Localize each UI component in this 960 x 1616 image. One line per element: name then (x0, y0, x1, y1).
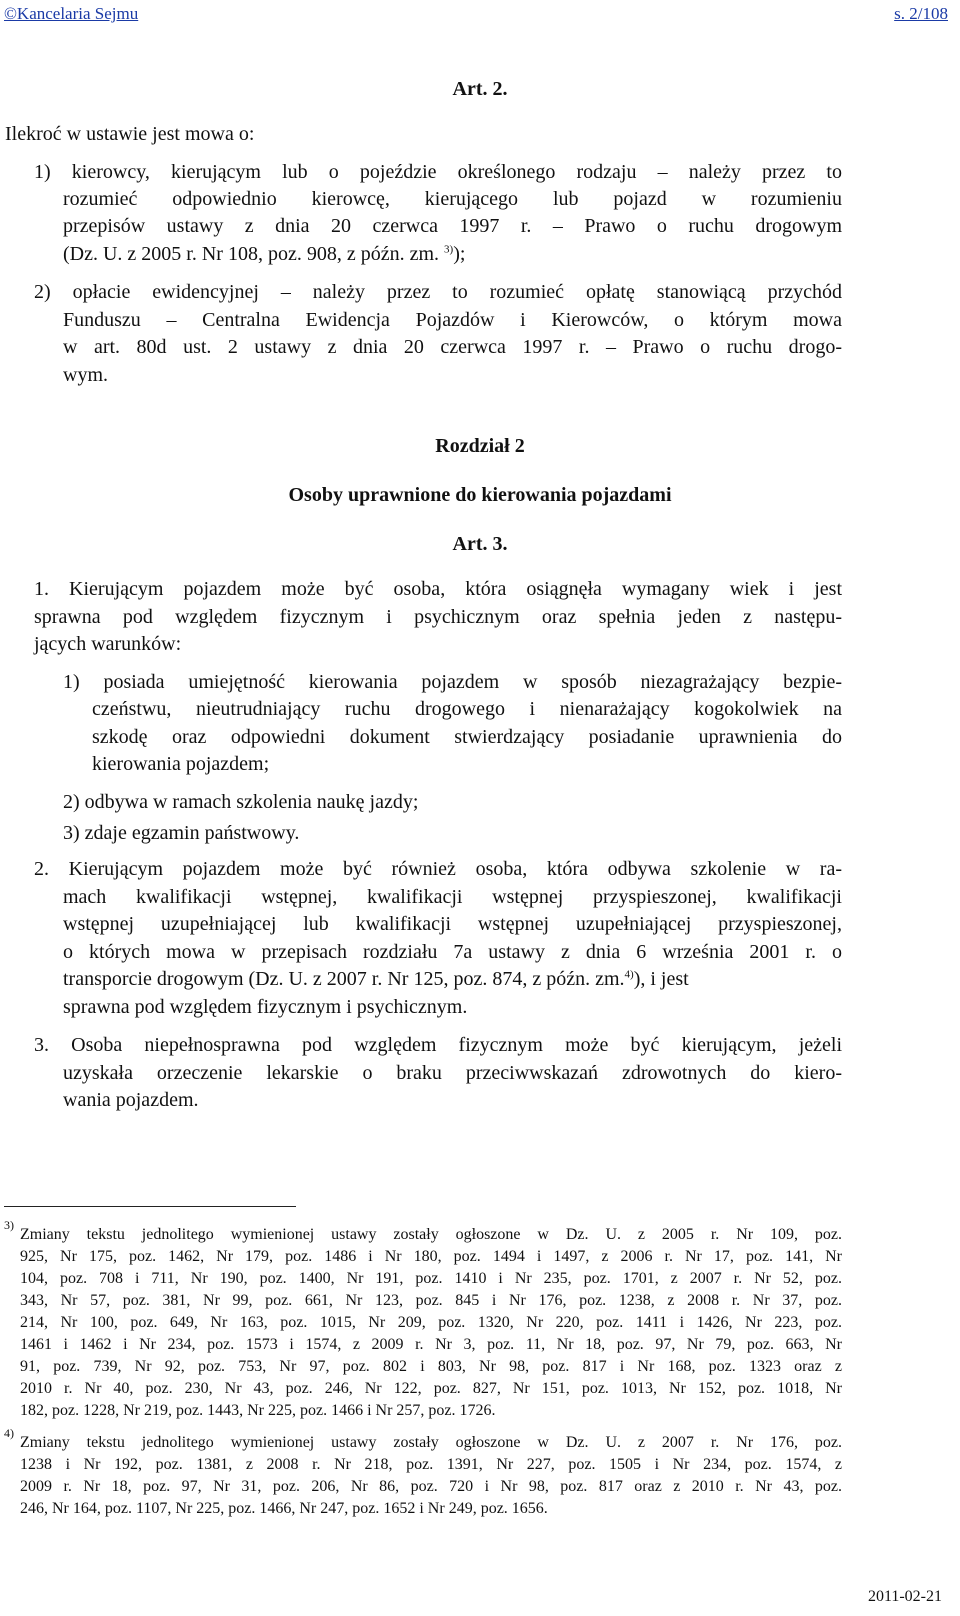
footnote-4-line-3: 2009 r. Nr 18, poz. 97, Nr 31, poz. 206, Nr 86, poz. 720 i Nr 98, poz. 817 oraz z 2010 r. Nr 43, poz. (20, 1478, 842, 1495)
footnote-3-line-1: Zmiany tekstu jednolitego wymienionej ustawy zostały ogłoszone w Dz. U. z 2005 r. Nr 109, poz. (20, 1226, 842, 1243)
art3-ust3-line-2: uzyskała orzeczenie lekarskie o braku przeciwwskazań zdrowotnych do kiero- (63, 1062, 842, 1084)
art3-pkt2: 2) odbywa w ramach szkolenia naukę jazdy; (63, 791, 419, 813)
copyright-link[interactable]: ©Kancelaria Sejmu (4, 4, 139, 23)
page-number-link[interactable]: s. 2/108 (894, 4, 948, 23)
art2-p1-line-3: przepisów ustawy z dnia 20 czerwca 1997 r. – Prawo o ruchu drogowym (63, 215, 842, 237)
footnote-4-line-4: 246, Nr 164, poz. 1107, Nr 225, poz. 1466, Nr 247, poz. 1652 i Nr 249, poz. 1656. (20, 1500, 548, 1517)
art3-ust1-line-1: 1. Kierującym pojazdem może być osoba, która osiągnęła wymagany wiek i jest (34, 578, 842, 600)
chapter-number: Rozdział 2 (435, 435, 525, 457)
document-date: 2011-02-21 (867, 1588, 942, 1605)
footnote-3-line-8: 2010 r. Nr 40, poz. 230, Nr 43, poz. 246, Nr 122, poz. 827, Nr 151, poz. 1013, Nr 152, poz. 1018, Nr (20, 1380, 842, 1397)
art3-ust3-line-1: 3. Osoba niepełnosprawna pod względem fizycznym może być kierującym, jeżeli (34, 1034, 842, 1056)
article-2-title: Art. 2. (452, 78, 508, 100)
art3-ust2-line-4: o których mowa w przepisach rozdziału 7a ustawy z dnia 6 września 2001 r. o (63, 941, 842, 963)
page-header (4, 4, 948, 26)
art3-pkt1-line-4: kierowania pojazdem; (92, 753, 270, 775)
art2-p1-line-4: (Dz. U. z 2005 r. Nr 108, poz. 908, z późn. zm. $^{3)}$); (63, 243, 466, 265)
art2-p2-line-1: 2) opłacie ewidencyjnej – należy przez to rozumieć opłatę stanowiącą przychód (34, 281, 842, 303)
footnote-3-line-7: 91, poz. 739, Nr 92, poz. 753, Nr 97, poz. 802 i 803, Nr 98, poz. 817 i Nr 168, poz. 1323 oraz z (20, 1358, 842, 1375)
art3-ust2-line-5: transporcie drogowym (Dz. U. z 2007 r. Nr 125, poz. 874, z późn. zm.$^{4)}$), i jest (63, 968, 689, 990)
art3-pkt1-line-1: 1) posiada umiejętność kierowania pojazdem w sposób niezagrażający bezpie- (63, 671, 842, 693)
art2-p1-line-1: 1) kierowcy, kierującym lub o pojeździe określonego rodzaju – należy przez to (34, 161, 842, 183)
footnote-3-line-4: 343, Nr 57, poz. 381, Nr 99, poz. 661, Nr 123, poz. 845 i Nr 176, poz. 1238, z 2008 r. Nr 37, poz. (20, 1292, 842, 1309)
footnote-3-line-6: 1461 i 1462 i Nr 234, poz. 1573 i 1574, z 2009 r. Nr 3, poz. 11, Nr 18, poz. 97, Nr 79, poz. 663, Nr (20, 1336, 842, 1353)
art3-pkt3: 3) zdaje egzamin państwowy. (63, 822, 300, 844)
art3-ust2-line-3: wstępnej uzupełniającej lub kwalifikacji wstępnej uzupełniającej przyspieszonej, (63, 913, 842, 935)
art2-p2-line-4: wym. (63, 364, 108, 386)
art2-p2-line-3: w art. 80d ust. 2 ustawy z dnia 20 czerwca 1997 r. – Prawo o ruchu drogo- (63, 336, 842, 358)
art3-pkt1-line-3: szkodę oraz odpowiedni dokument stwierdzający posiadanie uprawnienia do (92, 726, 842, 748)
footnote-separator (4, 1206, 296, 1207)
footnote-3-line-3: 104, poz. 708 i 711, Nr 190, poz. 1400, Nr 191, poz. 1410 i Nr 235, poz. 1701, z 2007 r. Nr 52, poz. (20, 1270, 842, 1287)
art3-ust1-line-2: sprawna pod względem fizycznym i psychicznym oraz spełnia jeden z następu- (34, 606, 842, 628)
chapter-title: Osoby uprawnione do kierowania pojazdami (288, 484, 672, 506)
article-2-intro: Ilekroć w ustawie jest mowa o: (5, 123, 255, 145)
art2-p2-line-2: Funduszu – Centralna Ewidencja Pojazdów i Kierowców, o którym mowa (63, 309, 842, 331)
footnote-4-line-1: Zmiany tekstu jednolitego wymienionej ustawy zostały ogłoszone w Dz. U. z 2007 r. Nr 176, poz. (20, 1434, 842, 1451)
art3-ust2-line-2: mach kwalifikacji wstępnej, kwalifikacji wstępnej przyspieszonej, kwalifikacji (63, 886, 842, 908)
art3-ust2-line-6: sprawna pod względem fizycznym i psychicznym. (63, 996, 468, 1018)
footnote-ref-4[interactable]: 4) (624, 968, 634, 981)
footnote-3-line-5: 214, Nr 100, poz. 649, Nr 163, poz. 1015, Nr 209, poz. 1320, Nr 220, poz. 1411 i 1426, Nr 223, poz. (20, 1314, 842, 1331)
art3-ust2-line-1: 2. Kierującym pojazdem może być również osoba, która odbywa szkolenie w ra- (34, 858, 842, 880)
art3-ust3-line-3: wania pojazdem. (63, 1089, 199, 1111)
footnote-4-mark: 4) (4, 1426, 14, 1440)
art3-pkt1-line-2: czeństwu, nieutrudniający ruchu drogowego i nienarażający kogokolwiek na (92, 698, 842, 720)
art2-p1-line-2: rozumieć odpowiednio kierowcę, kierującego lub pojazd w rozumieniu (63, 188, 842, 210)
footnote-4-line-2: 1238 i Nr 192, poz. 1381, z 2008 r. Nr 218, poz. 1391, Nr 227, poz. 1505 i Nr 234, poz. 1574, z (20, 1456, 842, 1473)
footnote-3-line-9: 182, poz. 1228, Nr 219, poz. 1443, Nr 225, poz. 1466 i Nr 257, poz. 1726. (20, 1402, 496, 1419)
art3-ust1-line-3: jących warunków: (34, 633, 182, 655)
article-3-title: Art. 3. (452, 533, 508, 555)
footnote-3-line-2: 925, Nr 175, poz. 1462, Nr 179, poz. 1486 i Nr 180, poz. 1494 i 1497, z 2006 r. Nr 17, poz. 141, Nr (20, 1248, 842, 1265)
footnote-ref-3[interactable]: 3) (444, 243, 454, 256)
footnote-3-mark: 3) (4, 1218, 14, 1232)
